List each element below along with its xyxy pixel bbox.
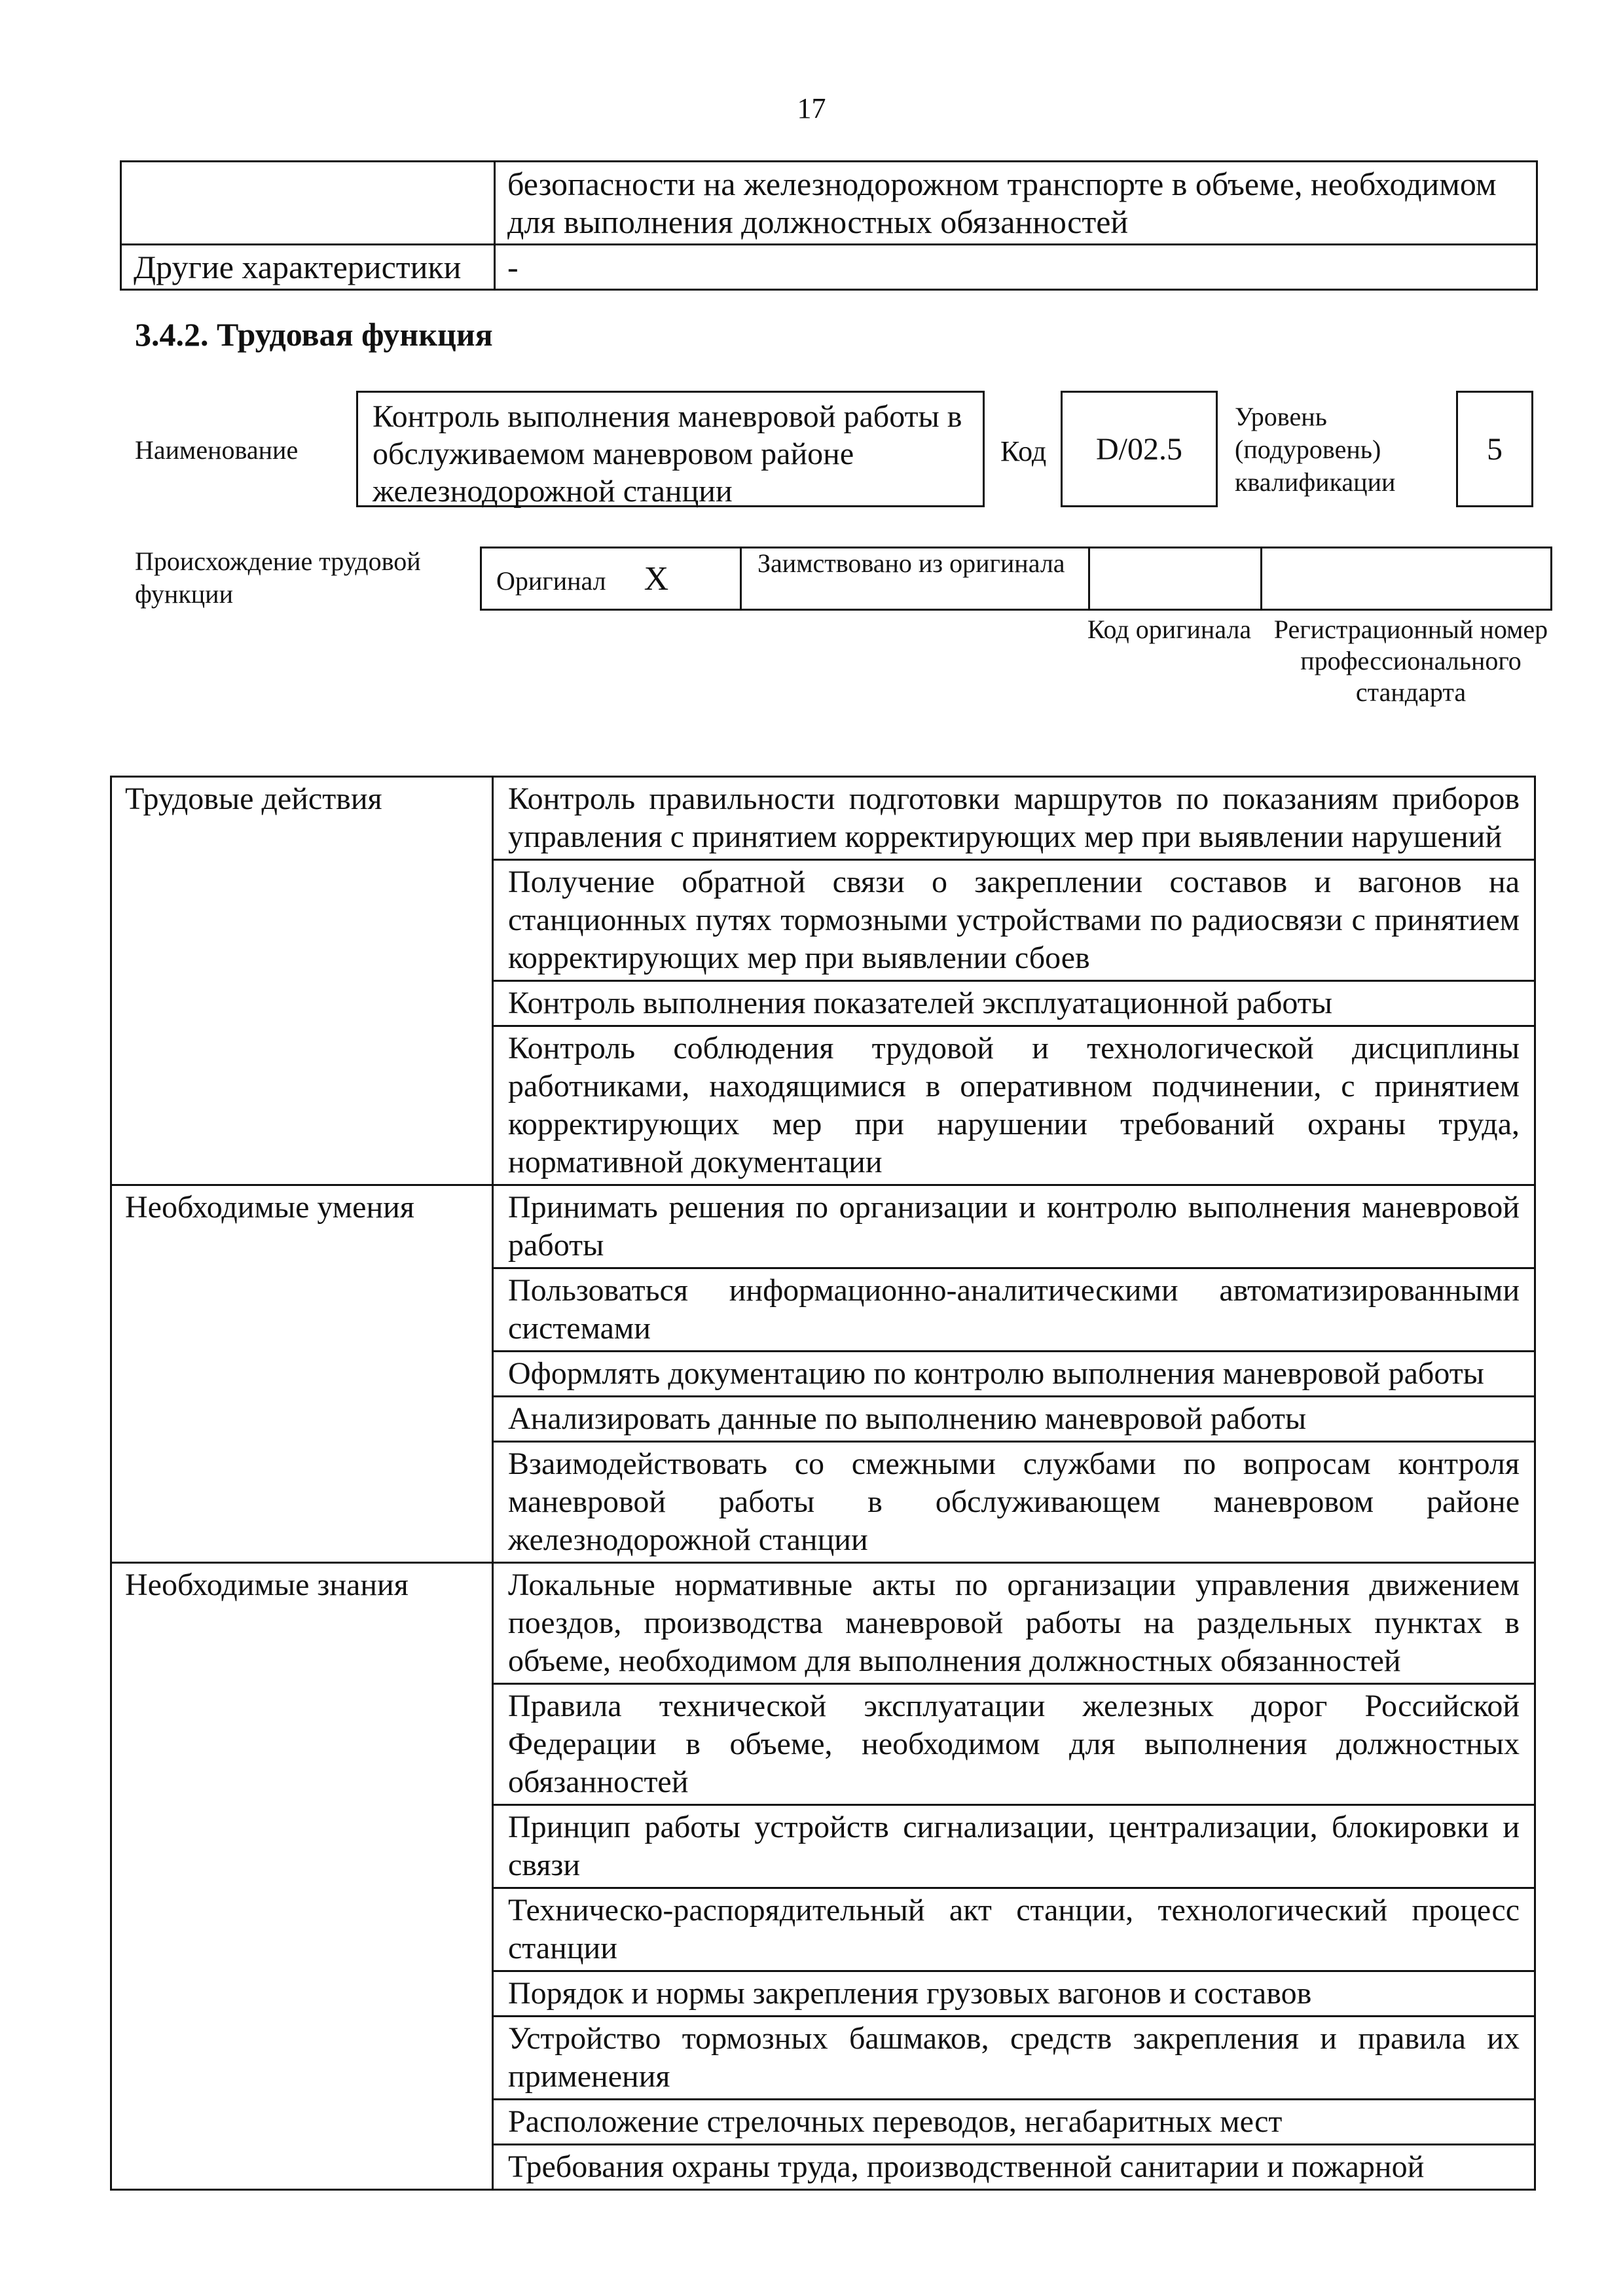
table-row	[111, 1563, 1535, 1684]
function-code: D/02.5	[1061, 391, 1218, 507]
knowledge-item: Принцип работы устройств сигнализации, централизации, блокировки и связи	[493, 1805, 1535, 1888]
original-code-cell	[1089, 548, 1262, 610]
other-characteristics-label: Другие характеристики	[121, 245, 495, 290]
section-title: 3.4.2. Трудовая функция	[135, 316, 493, 353]
continuation-table	[120, 160, 1538, 291]
table-row	[481, 548, 1552, 610]
borrowed-label: Заимствовано из оригинала	[741, 548, 1089, 610]
original-code-caption: Код оригинала	[1087, 615, 1252, 644]
action-item: Контроль выполнения показателей эксплуатационной работы	[493, 981, 1535, 1026]
knowledge-label: Необходимые знания	[111, 1563, 493, 2190]
page-number: 17	[797, 92, 826, 124]
original-cell	[481, 548, 741, 610]
knowledge-item: Порядок и нормы закрепления грузовых вагонов и составов	[493, 1971, 1535, 2017]
actions-label: Трудовые действия	[111, 777, 493, 1185]
table-row	[121, 245, 1537, 290]
continuation-text: безопасности на железнодорожном транспорте в объеме, необходимом для выполнения должностных обязанностей	[495, 162, 1537, 245]
knowledge-item: Техническо-распорядительный акт станции, технологический процесс станции	[493, 1888, 1535, 1971]
skill-item: Пользоваться информационно-аналитическими автоматизированными системами	[493, 1268, 1535, 1352]
code-label: Код	[1000, 435, 1047, 467]
name-label: Наименование	[135, 435, 299, 465]
skill-item: Оформлять документацию по контролю выполнения маневровой работы	[493, 1352, 1535, 1397]
skill-item: Взаимодействовать со смежными службами по вопросам контроля маневровой работы в обслуживающем маневровом районе железнодорожной станции	[493, 1442, 1535, 1563]
origin-label: Происхождение трудовой функции	[135, 547, 421, 609]
table-row	[111, 777, 1535, 860]
function-name: Контроль выполнения маневровой работы в обслуживаемом маневровом районе железнодорожной станции	[356, 391, 985, 507]
original-mark: X	[644, 560, 669, 598]
action-item: Контроль соблюдения трудовой и технологической дисциплины работниками, находящимися в оперативном подчинении, с принятием корректирующих мер при нарушении требований охраны труда, нормативной документации	[493, 1026, 1535, 1185]
origin-table	[480, 547, 1552, 611]
skill-item: Анализировать данные по выполнению маневровой работы	[493, 1397, 1535, 1442]
skill-item: Принимать решения по организации и контролю выполнения маневровой работы	[493, 1185, 1535, 1268]
knowledge-item: Расположение стрелочных переводов, негабаритных мест	[493, 2100, 1535, 2145]
action-item: Контроль правильности подготовки маршрутов по показаниям приборов управления с принятием корректирующих мер при выявлении нарушений	[493, 777, 1535, 860]
knowledge-item: Требования охраны труда, производственной санитарии и пожарной	[493, 2145, 1535, 2190]
empty-cell	[121, 162, 495, 245]
knowledge-item: Устройство тормозных башмаков, средств закрепления и правила их применения	[493, 2017, 1535, 2100]
qualification-level: 5	[1456, 391, 1533, 507]
other-characteristics-value: -	[495, 245, 1537, 290]
skills-label: Необходимые умения	[111, 1185, 493, 1563]
knowledge-item: Правила технической эксплуатации железных дорог Российской Федерации в объеме, необходимом для выполнения должностных обязанностей	[493, 1684, 1535, 1805]
action-item: Получение обратной связи о закреплении составов и вагонов на станционных путях тормозными устройствами по радиосвязи с принятием корректирующих мер при выявлении сбоев	[493, 860, 1535, 981]
original-label: Оригинал	[496, 565, 606, 596]
table-row	[121, 162, 1537, 245]
registration-number-cell	[1262, 548, 1552, 610]
level-label: Уровень (подуровень) квалификации	[1235, 402, 1396, 497]
registration-number-caption: Регистрационный номер профессионального стандарта	[1273, 615, 1548, 707]
table-row	[111, 1185, 1535, 1268]
knowledge-item: Локальные нормативные акты по организации управления движением поездов, производства маневровой работы на раздельных пунктах в объеме, необходимом для выполнения должностных обязанностей	[493, 1563, 1535, 1684]
function-details-table	[110, 776, 1536, 2191]
